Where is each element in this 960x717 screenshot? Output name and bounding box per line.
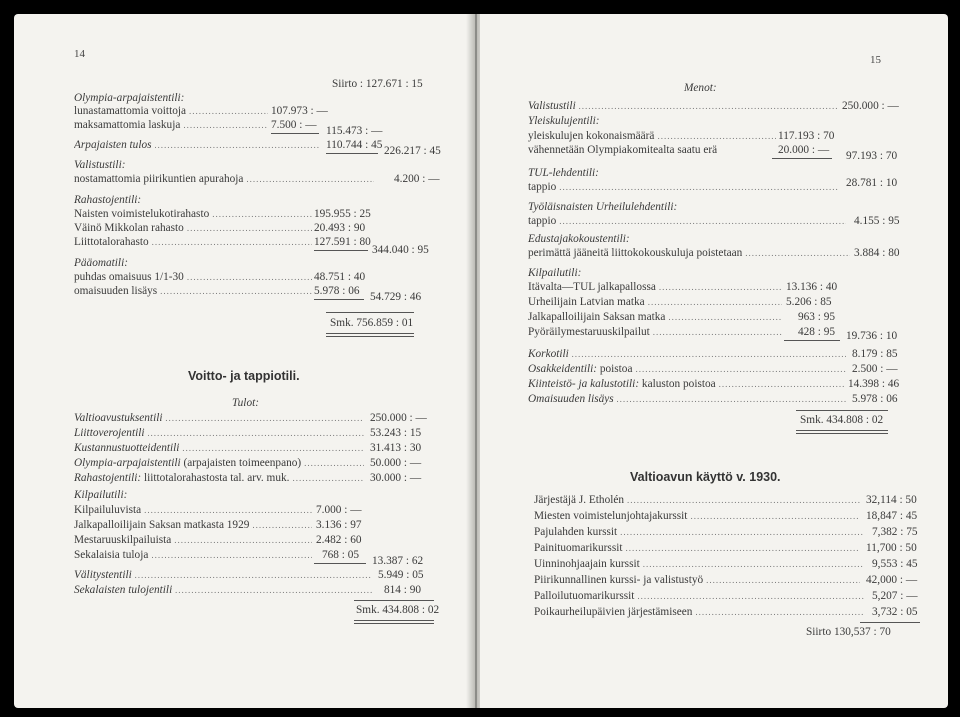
kilpailu-item: Urheilijain Latvian matka ..... [528, 296, 782, 309]
tulot-item-value: 30.000 : — [370, 472, 422, 484]
sekalaisten-value: 814 : 90 [384, 584, 422, 596]
rahasto-item-value: 127.591 : 80 [314, 236, 371, 248]
kilpailu-item-value: 13.136 : 40 [786, 281, 838, 293]
tulot-item: Liittoverojentili ..... [74, 427, 364, 440]
menot-valistus-value: 250.000 : — [842, 100, 899, 112]
valtioavun-siirto [806, 626, 891, 639]
valitys-row: Välitystentili ..... [74, 569, 372, 582]
tulot-item: Rahastojentili: liittotalorahastosta tal. arv. muk. ..... [74, 472, 364, 485]
kilpailu-item-value: 768 : 05 [322, 549, 360, 561]
siirto-row [332, 78, 423, 91]
total-rule [354, 623, 434, 624]
yleiskulu-total: 97.193 : 70 [846, 150, 898, 162]
tulot-item: Kustannustuotteidentili ..... [74, 442, 364, 455]
siirto-label: Siirto : [332, 78, 364, 90]
arpajaisten-row: Arpajaisten tulos ..... [74, 139, 320, 152]
total-rule [796, 430, 888, 431]
subtotal-rule [314, 250, 368, 251]
total-rule [326, 336, 414, 337]
valtioavun-item: Poikaurheilupäivien järjestämiseen ..... [534, 606, 864, 619]
kiintoisto-row: Kiinteistö- ja kalustotili: kaluston poistoa ..... [528, 378, 846, 391]
total-rule [860, 622, 920, 623]
olympia-item: maksamattomia laskuja ..... [74, 119, 268, 132]
total-rule [796, 433, 888, 434]
valtioavun-title: Valtioavun käyttö v. 1930. [630, 470, 781, 484]
valtioavun-item-value: 42,000 : — [866, 574, 918, 586]
rahasto-total: 344.040 : 95 [372, 244, 429, 256]
kilpailu-item: Pyöräilymestaruuskilpailut ..... [528, 326, 782, 339]
kilpailu-item: Itävalta—TUL jalkapallossa ..... [528, 281, 782, 294]
olympia-subtotal: 115.473 : — [326, 125, 383, 137]
rahasto-item-value: 20.493 : 90 [314, 222, 366, 234]
tyolaisnaisten-value: 4.155 : 95 [854, 215, 900, 227]
kilpailu-item: Sekalaisia tuloja ..... [74, 549, 312, 562]
tulot-item-value: 50.000 : — [370, 457, 422, 469]
tulot-item: Valtioavustuksentili ..... [74, 412, 364, 425]
rahasto-item: Naisten voimistelukotirahasto ..... [74, 208, 312, 221]
paaoma-total: 54.729 : 46 [370, 291, 422, 303]
kilpailu-item: Jalkapalloilijain Saksan matka ..... [528, 311, 782, 324]
omaisuuden-row: Omaisuuden lisäys ..... [528, 393, 846, 406]
kilpailu-item-value: 2.482 : 60 [316, 534, 362, 546]
paaoma-heading: Pääomatili: [74, 257, 128, 269]
valitys-value: 5.949 : 05 [378, 569, 424, 581]
paaoma-item-value: 48.751 : 40 [314, 271, 366, 283]
arpajaisten-value: 110.744 : 45 [326, 139, 383, 151]
siirto-value: 127.671 : 15 [365, 78, 423, 90]
kilpailu-item-value: 5.206 : 85 [786, 296, 832, 308]
left-page [14, 14, 472, 708]
kilpailu-total: 19.736 : 10 [846, 330, 898, 342]
tul-heading: TUL-lehdentili: [528, 167, 599, 179]
osakkeiden-value: 2.500 : — [852, 363, 898, 375]
kilpailu-item-value: 428 : 95 [798, 326, 836, 338]
total-rule [796, 410, 888, 411]
total-rule [326, 312, 414, 313]
tul-value: 28.781 : 10 [846, 177, 898, 189]
tulot-total: Smk. 434.808 : 02 [356, 604, 440, 616]
kilpailu-total: 13.387 : 62 [372, 555, 424, 567]
subtotal-rule [326, 153, 378, 154]
valtioavun-item: Pajulahden kurssit ..... [534, 526, 864, 539]
section-title: Voitto- ja tappiotili. [188, 369, 300, 383]
valtioavun-item: Järjestäjä J. Etholén ..... [534, 494, 860, 507]
yleiskulu-item-value: 20.000 : — [778, 144, 830, 156]
edustaja-row: perimättä jääneitä liittokokouskuluja poistetaan ..... [528, 247, 850, 260]
korko-row: Korkotili ..... [528, 348, 846, 361]
subtotal-rule [784, 340, 840, 341]
olympia-heading: Olympia-arpajaistentili: [74, 92, 185, 104]
subtotal-rule [314, 563, 366, 564]
subtotal-rule [314, 299, 364, 300]
valtioavun-item: Uinninohjaajain kurssit ..... [534, 558, 864, 571]
valtioavun-item: Painituomarikurssit ..... [534, 542, 860, 555]
valtioavun-item-value: 9,553 : 45 [872, 558, 918, 570]
arpajaisten-total: 226.217 : 45 [384, 145, 441, 157]
paaoma-item: omaisuuden lisäys ..... [74, 285, 312, 298]
yleiskulu-item: vähennetään Olympiakomitealta saatu erä [528, 144, 718, 156]
total-rule [326, 333, 414, 334]
yleiskulu-item: yleiskulujen kokonaismäärä ..... [528, 130, 776, 143]
tulot-heading: Tulot: [232, 397, 259, 409]
olympia-item-value: 7.500 : — [271, 119, 317, 131]
tulot-item-value: 53.243 : 15 [370, 427, 422, 439]
valtioavun-item: Piirikunnallinen kurssi- ja valistustyö ..... [534, 574, 860, 587]
tulot-item: Olympia-arpajaistentili (arpajaisten toimeenpano) ..... [74, 457, 364, 470]
kilpailu-item-value: 7.000 : — [316, 504, 362, 516]
kilpailu-item: Kilpailuluvista ..... [74, 504, 312, 517]
balance-grand-total: Smk. 756.859 : 01 [330, 317, 414, 329]
kilpailu-heading: Kilpailutili: [528, 267, 582, 279]
paaoma-item: puhdas omaisuus 1/1-30 ..... [74, 271, 312, 284]
tyolaisnaisten-heading: Työläisnaisten Urheilulehdentili: [528, 201, 678, 213]
olympia-item: lunastamattomia voittoja ..... [74, 105, 268, 118]
rahasto-item: Väinö Mikkolan rahasto ..... [74, 222, 312, 235]
siirto-label: Siirto [806, 626, 832, 638]
tyolaisnaisten-row: tappio ..... [528, 215, 846, 228]
osakkeiden-row: Osakkeidentili: poistoa ..... [528, 363, 846, 376]
kiintoisto-value: 14.398 : 46 [848, 378, 900, 390]
menot-total: Smk. 434.808 : 02 [800, 414, 884, 426]
edustaja-heading: Edustajakokoustentili: [528, 233, 630, 245]
kilpailu-item: Jalkapalloilijain Saksan matkasta 1929 ..... [74, 519, 312, 532]
kilpailu-item-value: 3.136 : 97 [316, 519, 362, 531]
valistus-heading: Valistustili: [74, 159, 126, 171]
olympia-item-value: 107.973 : — [271, 105, 328, 117]
siirto-value: 130,537 : 70 [833, 626, 891, 638]
korko-value: 8.179 : 85 [852, 348, 898, 360]
kilpailu-heading: Kilpailutili: [74, 489, 128, 501]
valtioavun-item-value: 3,732 : 05 [872, 606, 918, 618]
valtioavun-item: Miesten voimistelunjohtajakurssit ..... [534, 510, 860, 523]
page-number: 15 [870, 54, 881, 66]
valtioavun-item-value: 5,207 : — [872, 590, 918, 602]
menot-heading: Menot: [684, 82, 717, 94]
tulot-item-value: 250.000 : — [370, 412, 427, 424]
subtotal-rule [772, 158, 832, 159]
subtotal-rule [271, 133, 319, 134]
valtioavun-item-value: 32,114 : 50 [866, 494, 917, 506]
page-number: 14 [74, 48, 85, 60]
valtioavun-item-value: 7,382 : 75 [872, 526, 918, 538]
kilpailu-item: Mestaruuskilpailuista ..... [74, 534, 312, 547]
total-rule [354, 600, 434, 601]
paaoma-item-value: 5.978 : 06 [314, 285, 360, 297]
rahasto-item-value: 195.955 : 25 [314, 208, 371, 220]
tulot-item-value: 31.413 : 30 [370, 442, 422, 454]
tul-row: tappio ..... [528, 181, 838, 194]
edustaja-value: 3.884 : 80 [854, 247, 900, 259]
rahasto-item: Liittotalorahasto ..... [74, 236, 312, 249]
menot-valistus-row: Valistustili ..... [528, 100, 838, 113]
valtioavun-item-value: 18,847 : 45 [866, 510, 918, 522]
omaisuuden-value: 5.978 : 06 [852, 393, 898, 405]
sekalaisten-row: Sekalaisten tulojentili ..... [74, 584, 372, 597]
rahasto-heading: Rahastojentili: [74, 194, 142, 206]
valtioavun-item-value: 11,700 : 50 [866, 542, 917, 554]
yleiskulu-item-value: 117.193 : 70 [778, 130, 835, 142]
valistus-item: nostamattomia piirikuntien apurahoja ..... [74, 173, 374, 186]
right-page [480, 14, 948, 708]
valtioavun-item: Palloilutuomarikurssit ..... [534, 590, 864, 603]
kilpailu-item-value: 963 : 95 [798, 311, 836, 323]
valistus-value: 4.200 : — [394, 173, 440, 185]
yleiskulu-heading: Yleiskulujentili: [528, 115, 600, 127]
total-rule [354, 620, 434, 621]
